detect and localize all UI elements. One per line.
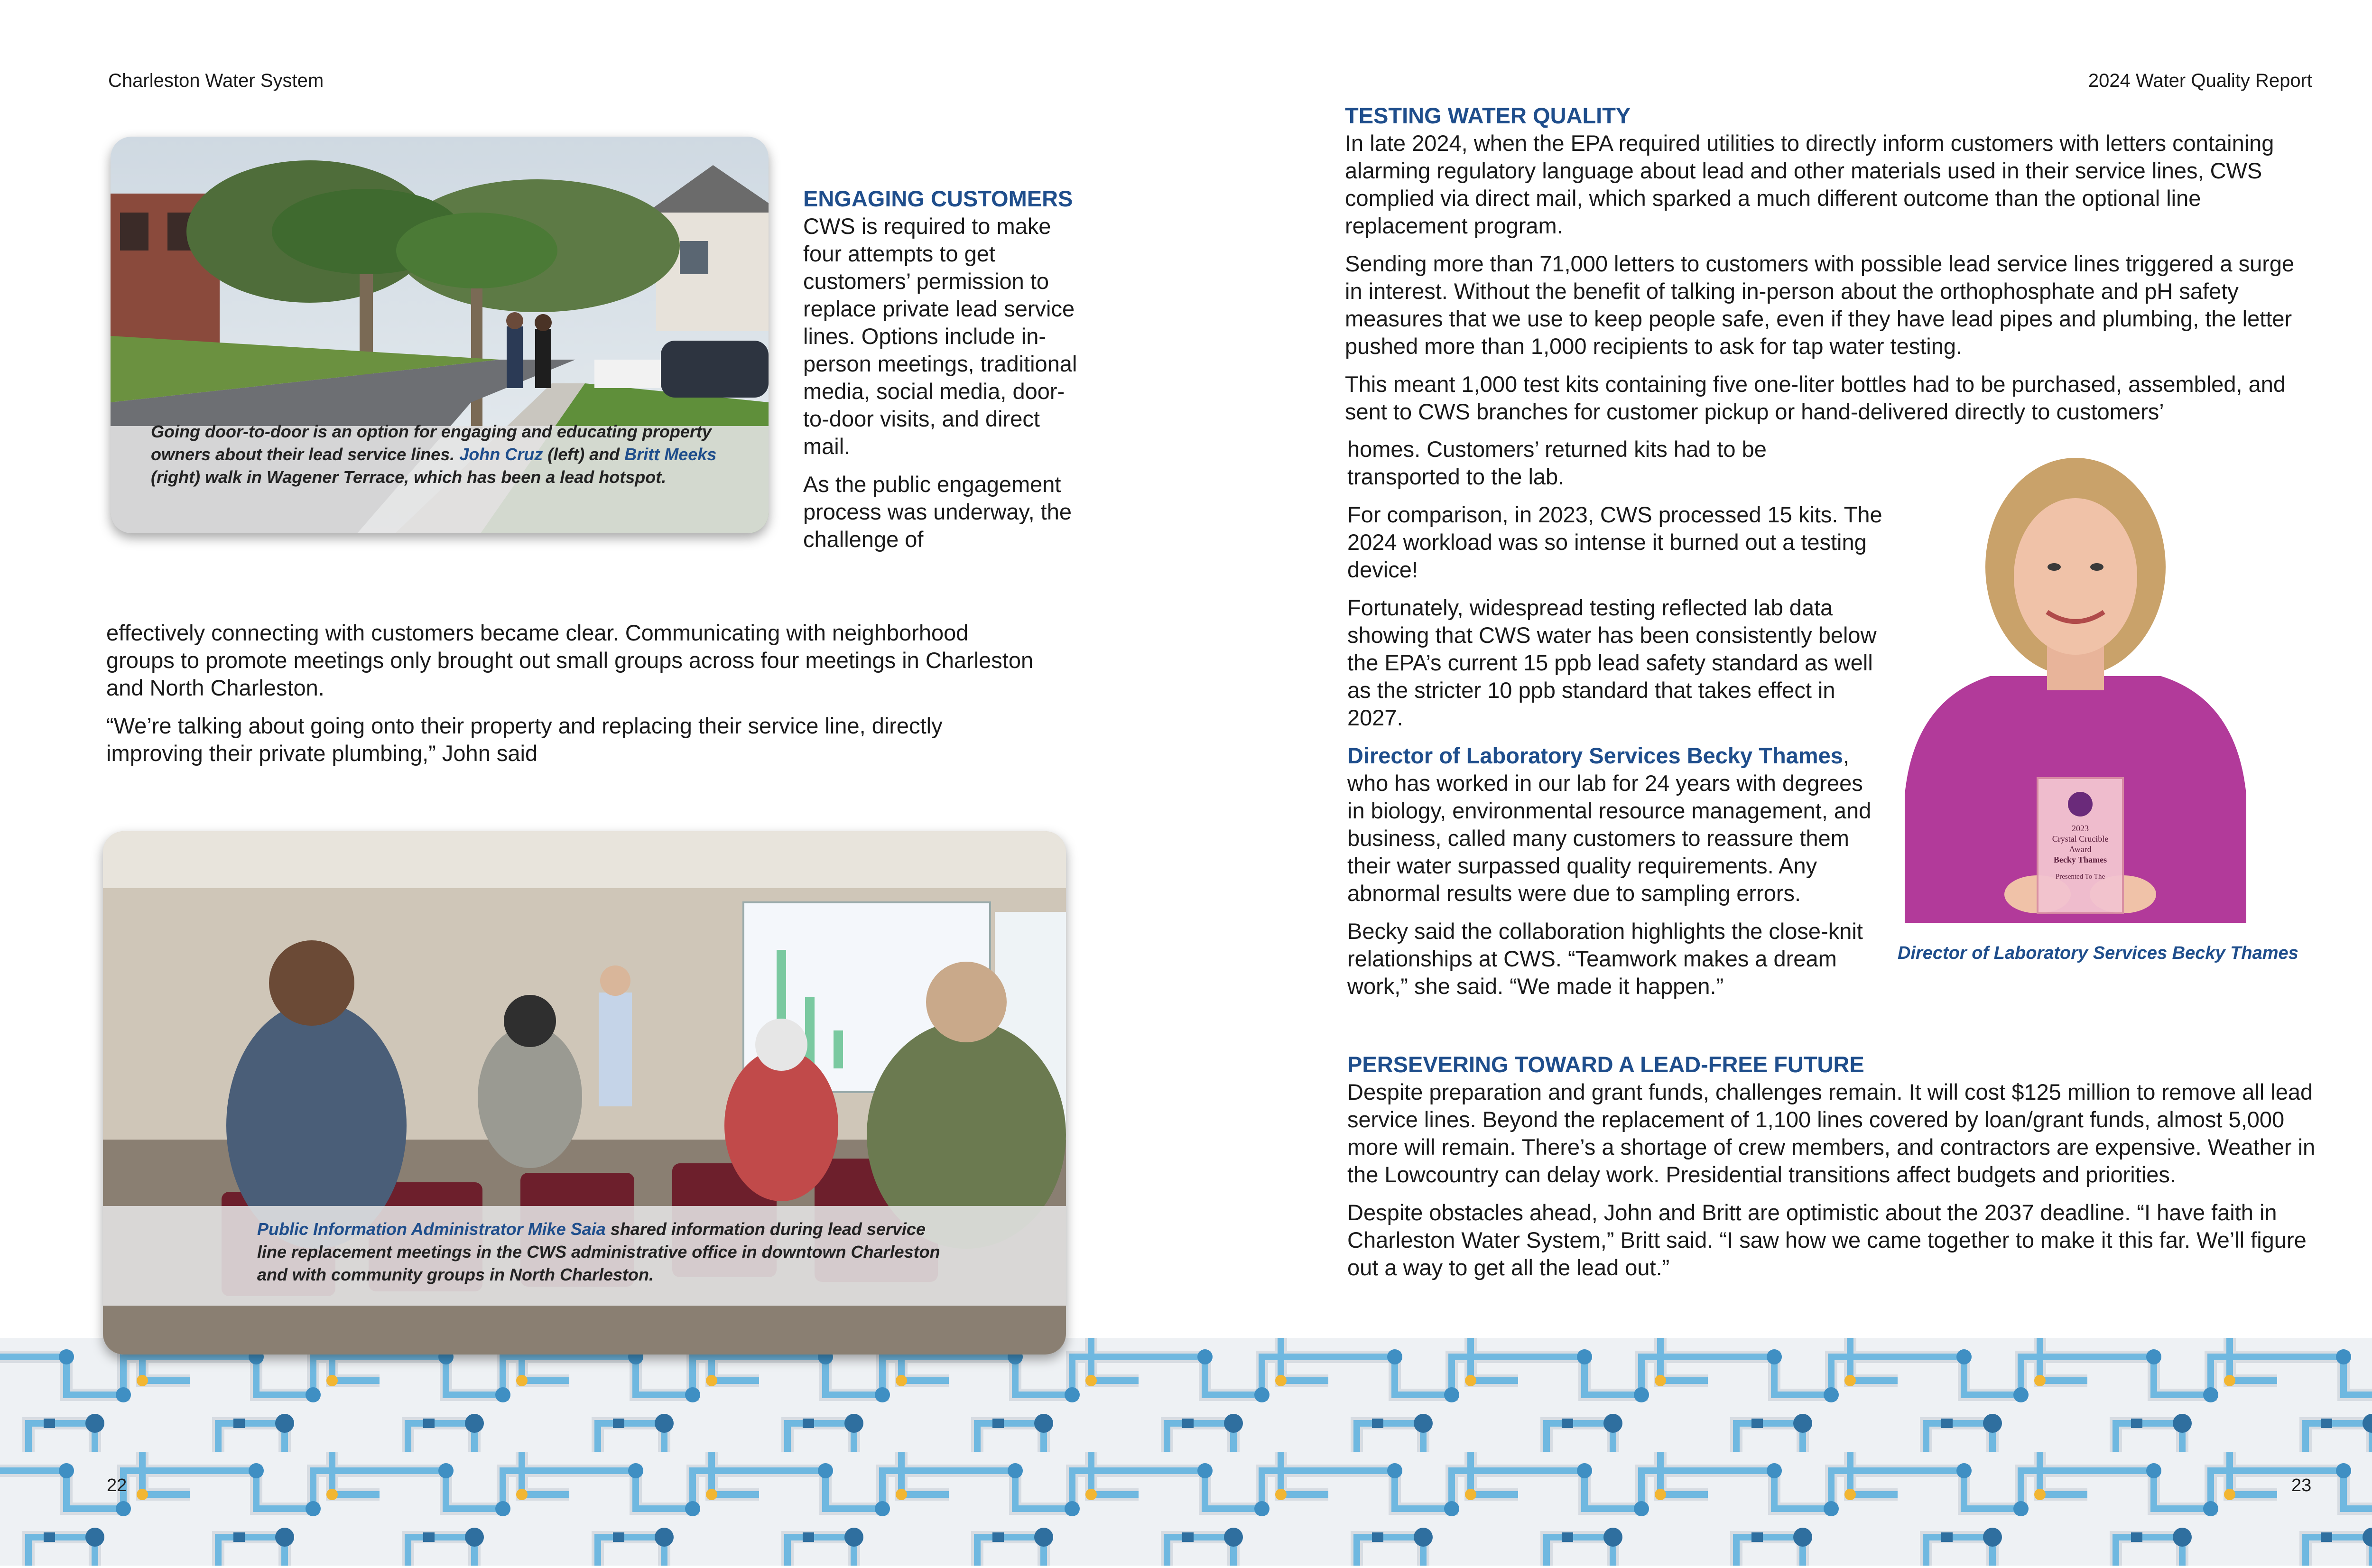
persevering-section xyxy=(1347,1051,2320,1292)
testing-para-5: Fortunately, widespread testing reflected lab data showing that CWS water has been consistently below the EPA’s current 15 ppb lead safety standard as well as the stricter 10 ppb standard that takes effect in 2027. xyxy=(1347,595,1877,730)
caption-text: shared information during lead service line replacement meetings in the CWS administrative office in downtown Charleston and with community groups in North Charleston. xyxy=(257,1219,940,1284)
award-text xyxy=(2038,823,2123,882)
testing-para-1: In late 2024, when the EPA required utilities to directly inform customers with letters containing alarming regulatory language about lead and other materials used in their service lines, CWS complied via direct mail, which sparked a much different outcome than the optional line replacement program. xyxy=(1345,130,2274,238)
pipe-pattern-illustration xyxy=(0,1338,2372,1566)
award-name: Becky Thames xyxy=(2053,855,2107,864)
engaging-customers-heading: ENGAGING CUSTOMERS xyxy=(803,186,1073,211)
caption-name-john: John Cruz xyxy=(459,445,543,464)
running-head-right: 2024 Water Quality Report xyxy=(2088,70,2312,91)
testing-para-3a: This meant 1,000 test kits containing five one-liter bottles had to be purchased, assembled, and sent to CWS branches for customer pickup or hand-delivered directly to customers’ xyxy=(1345,371,2286,424)
engaging-customers-section xyxy=(803,185,1078,553)
caption-text: (right) walk in Wagener Terrace, which has been a lead hotspot. xyxy=(151,467,667,487)
testing-narrow-column xyxy=(1347,436,1883,1011)
page-number-right: 23 xyxy=(2291,1475,2312,1495)
testing-para-6 xyxy=(1347,742,1883,907)
caption-text: (left) and xyxy=(543,445,625,464)
running-head-left: Charleston Water System xyxy=(108,70,324,91)
testing-para-4: For comparison, in 2023, CWS processed 15 kits. The 2024 workload was so intense it burned out a testing device! xyxy=(1347,502,1882,582)
caption-name-britt: Britt Meeks xyxy=(624,445,717,464)
award-presented: Presented To The xyxy=(2055,873,2105,881)
becky-name-link: Director of Laboratory Services Becky Thames xyxy=(1347,743,1843,768)
testing-water-section xyxy=(1345,102,2317,426)
pipe-pattern-footer xyxy=(0,1338,2372,1566)
engaging-para-2a: As the public engagement process was underway, the challenge of xyxy=(803,472,1072,552)
meeting-photo xyxy=(103,831,1066,1355)
door-to-door-caption xyxy=(151,420,744,489)
testing-para-6-text: , who has worked in our lab for 24 years with degrees in biology, environmental resource management, and business, called many customers to reassure them their water surpassed quality requirements. Any abnormal results were due to sampling errors. xyxy=(1347,743,1872,906)
award-title: Crystal Crucible xyxy=(2052,834,2109,844)
becky-portrait xyxy=(1895,453,2251,923)
testing-para-2: Sending more than 71,000 letters to customers with possible lead service lines triggered a surge in interest. Without the benefit of talking in-person about the orthophosphate and pH safety measures that we use to keep people safe, even if they have lead pipes and plumbing, the letter pushed more than 1,000 recipients to ask for tap water testing. xyxy=(1345,251,2295,359)
becky-portrait-caption: Director of Laboratory Services Becky Thames xyxy=(1898,943,2298,963)
award-year: 2023 xyxy=(2072,824,2089,833)
award-subtitle: Award xyxy=(2069,844,2092,854)
door-to-door-photo xyxy=(111,137,769,533)
page-number-left: 22 xyxy=(107,1475,127,1495)
persevering-para-1: Despite preparation and grant funds, challenges remain. It will cost $125 million to remove all lead service lines. Beyond the replacement of 1,100 lines covered by loan/grant funds, almost 5,000 more will remain. There’s a shortage of crew members, and contractors are expensive. Weather in the Lowcountry can delay work. Presidential transitions affect budgets and priorities. xyxy=(1347,1079,2316,1187)
testing-para-7: Becky said the collaboration highlights the close-knit relationships at CWS. “Teamwork makes a dream work,” she said. “We made it happen.” xyxy=(1347,919,1863,999)
caption-text: Going door-to-door is an option for engaging and educating property owners about their lead service lines. xyxy=(151,422,712,464)
meeting-caption xyxy=(257,1218,940,1286)
caption-name-mike: Public Information Administrator Mike Saia xyxy=(257,1219,606,1239)
engaging-para-1: CWS is required to make four attempts to get customers’ permission to replace private lead service lines. Options include in-person meetings, traditional media, social media, door-to-door visits, and direct mail. xyxy=(803,213,1077,459)
engaging-continuation xyxy=(106,619,1036,778)
persevering-para-2: Despite obstacles ahead, John and Britt are optimistic about the 2037 deadline. “I have faith in Charleston Water System,” Britt said. “I saw how we came together to make it this far. We’ll figure out a way to get all the lead out.” xyxy=(1347,1200,2307,1280)
persevering-heading: PERSEVERING TOWARD A LEAD-FREE FUTURE xyxy=(1347,1052,1864,1077)
engaging-para-2b: effectively connecting with customers became clear. Communicating with neighborhood groups to promote meetings only brought out small groups across four meetings in Charleston and North Charleston. xyxy=(106,620,1034,700)
engaging-quote: “We’re talking about going onto their property and replacing their service line, directly improving their private plumbing,” John said xyxy=(106,713,943,766)
testing-para-3b: homes. Customers’ returned kits had to be transported to the lab. xyxy=(1347,436,1767,489)
testing-water-heading: TESTING WATER QUALITY xyxy=(1345,103,1631,128)
